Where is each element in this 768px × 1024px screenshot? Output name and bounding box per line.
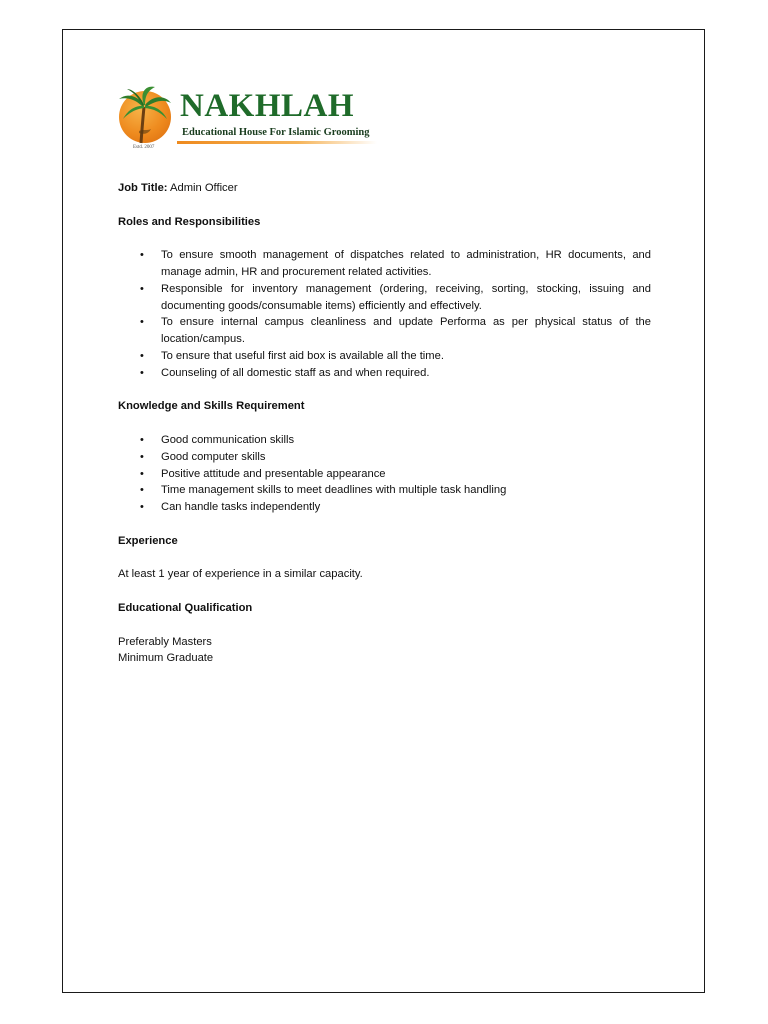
experience-heading: Experience: [118, 534, 178, 547]
list-item: • Can handle tasks independently: [118, 499, 651, 516]
job-title-value: Admin Officer: [170, 182, 238, 194]
job-title-line: [118, 180, 651, 197]
education-line: Preferably Masters: [118, 635, 212, 648]
job-description: [118, 180, 651, 667]
list-item: • Counseling of all domestic staff as and when required.: [118, 365, 651, 382]
logo-underline: [177, 141, 377, 144]
list-item: • Positive attitude and presentable appearance: [118, 466, 651, 483]
list-item: • Time management skills to meet deadlines with multiple task handling: [118, 482, 651, 499]
list-item: • Good computer skills: [118, 449, 651, 466]
document-page: [62, 29, 705, 993]
experience-text: At least 1 year of experience in a similar capacity.: [118, 568, 363, 581]
education-line: Minimum Graduate: [118, 652, 214, 665]
skills-heading: Knowledge and Skills Requirement: [118, 400, 305, 413]
list-item: • Responsible for inventory management (ordering, receiving, sorting, stocking, issuing and documenting goods/consumable items) efficiently and effectively.: [118, 281, 651, 315]
skills-list: [118, 432, 651, 516]
roles-list: [118, 247, 651, 381]
list-item: • Good communication skills: [118, 432, 651, 449]
palm-tree-icon: [117, 85, 173, 145]
logo-tagline: Educational House For Islamic Grooming: [182, 127, 370, 138]
list-item: • To ensure smooth management of dispatches related to administration, HR documents, and manage admin, HR and procurement related activities.: [118, 247, 651, 281]
logo-brand-name: NAKHLAH: [180, 88, 355, 124]
job-title-label: Job Title:: [118, 182, 168, 194]
nakhlah-logo: [119, 85, 379, 157]
roles-heading: Roles and Responsibilities: [118, 215, 261, 228]
list-item: • To ensure that useful first aid box is available all the time.: [118, 348, 651, 365]
list-item: • To ensure internal campus cleanliness and update Performa as per physical status of the location/campus.: [118, 314, 651, 348]
education-heading: Educational Qualification: [118, 601, 253, 614]
logo-established: Estd. 2007: [133, 145, 155, 150]
